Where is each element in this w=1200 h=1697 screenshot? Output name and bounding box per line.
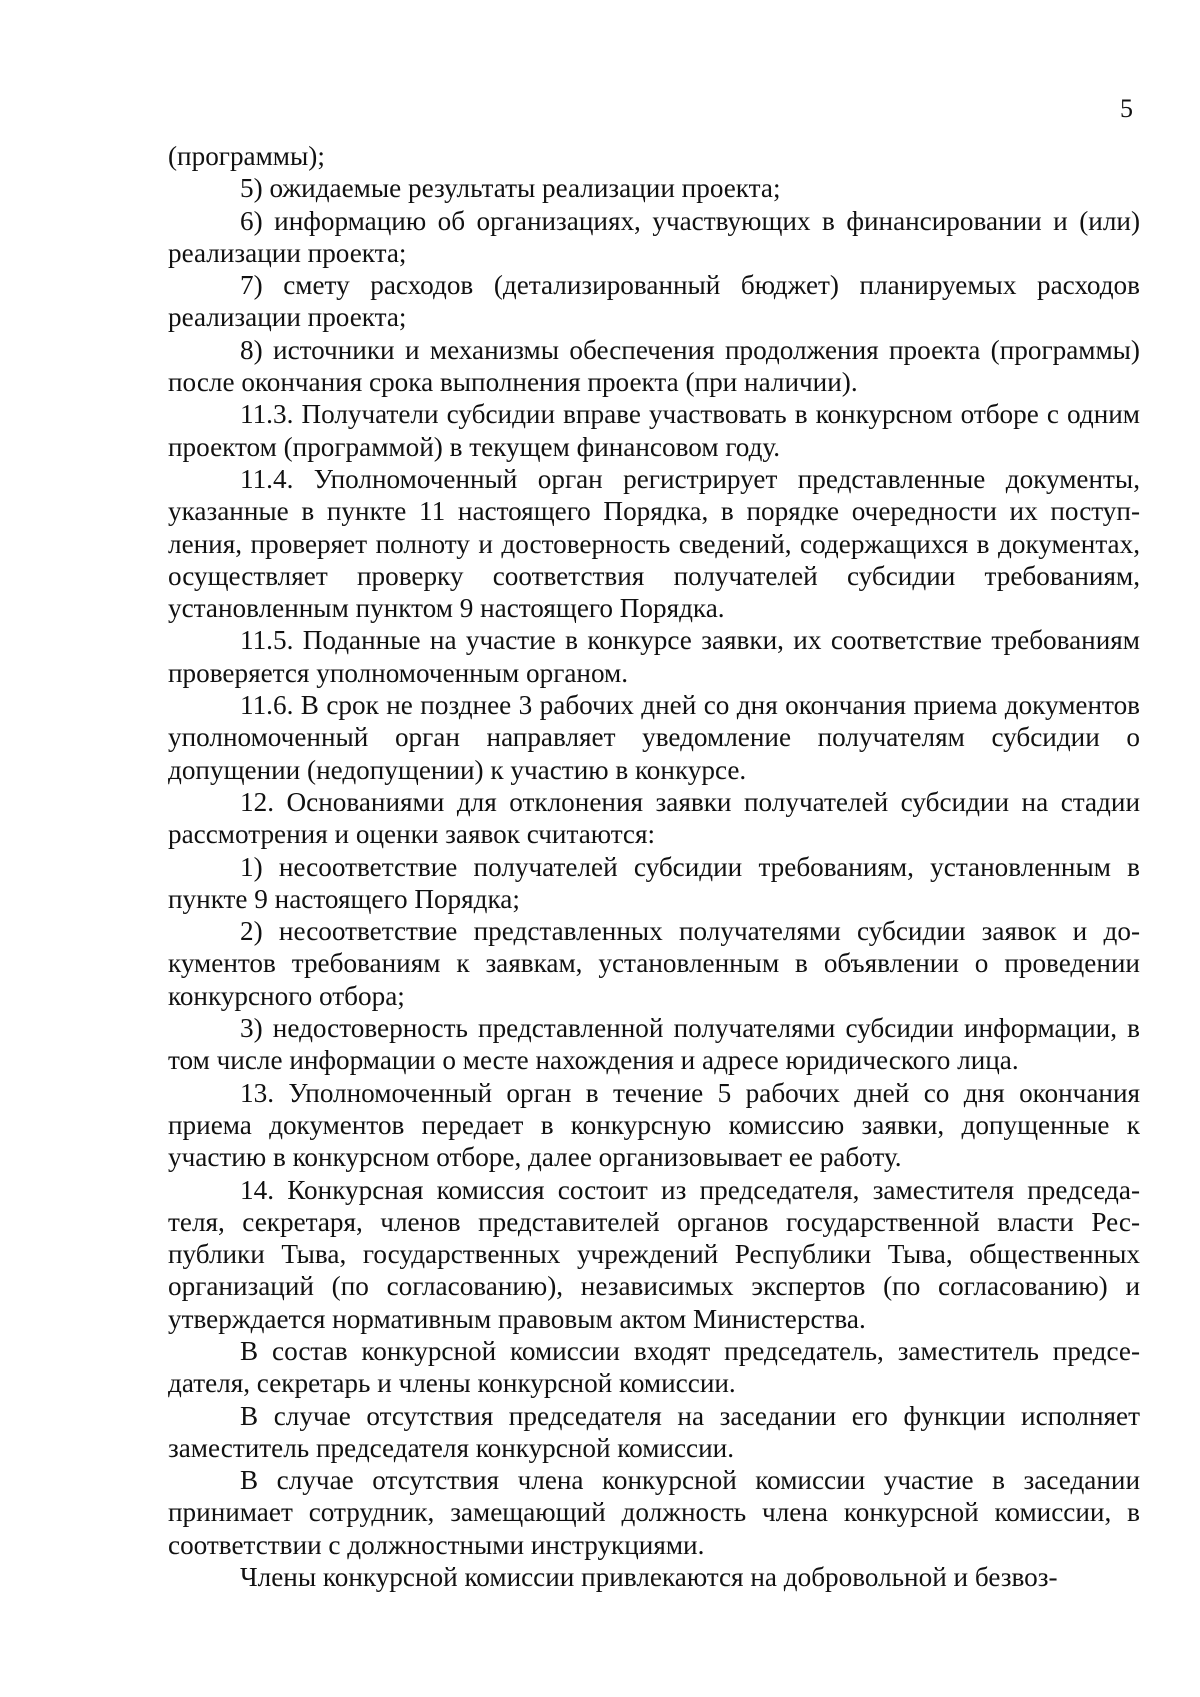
paragraph-member-absence: В случае отсутствия члена конкурсной комиссии участие в заседании принимает сотрудник, замещающий должность члена конкурсной комиссии, в соответствии с должностными инструкциями. <box>168 1465 1140 1560</box>
paragraph-13: 13. Уполномоченный орган в течение 5 рабочих дней со дня окончания приема документов передает в конкурсную комиссию заявки, допущенные к участию в конкурсном отборе, далее организовывает ее работу. <box>168 1077 1140 1173</box>
paragraph-programs-continuation: (программы); <box>168 141 325 171</box>
paragraph-11-5: 11.5. Поданные на участие в конкурсе заявки, их соответствие требованиям проверяется уполномоченным органом. <box>168 625 1140 688</box>
paragraph-11-3: 11.3. Получатели субсидии вправе участвовать в конкурсном отборе с одним проектом (программой) в текущем финансовом году. <box>168 399 1140 462</box>
paragraph-14: 14. Конкурсная комиссия состоит из председателя, заместителя председателя, секретаря, членов представителей органов государственной власти Республики Тыва, государственных учреждений Республики Тыва, общественных организаций (по согласованию), независимых экспертов (по согласованию) и утверждается нормативным правовым актом Министерства. <box>168 1174 1140 1334</box>
paragraph-item-5: 5) ожидаемые результаты реализации проекта; <box>240 173 781 204</box>
paragraph-chair-absence: В случае отсутствия председателя на заседании его функции исполняет заместитель председателя конкурсной комиссии. <box>168 1400 1140 1463</box>
paragraph-11-6: 11.6. В срок не позднее 3 рабочих дней со дня окончания приема документов уполномоченный орган направляет уведомление получателям субсидии о допущении (недопущении) к участию в конкурсе. <box>168 690 1140 785</box>
paragraph-11-4: 11.4. Уполномоченный орган регистрирует представленные документы, указанные в пункте 11 настоящего Порядка, в порядке очередности их поступления, проверяет полноту и достоверность сведений, содержащихся в документах, осуществляет проверку соответствия получателей субсидии требованиям, установленным пунктом 9 настоящего Порядка. <box>168 463 1140 624</box>
paragraph-members-voluntary: Члены конкурсной комиссии привлекаются на добровольной и безвоз- <box>240 1562 1058 1593</box>
paragraph-12: 12. Основаниями для отклонения заявки получателей субсидии на стадии рассмотрения и оценки заявок считаются: <box>168 786 1140 850</box>
paragraph-item-8: 8) источники и механизмы обеспечения продолжения проекта (программы) после окончания срока выполнения проекта (при наличии). <box>168 334 1140 398</box>
paragraph-item-6: 6) информацию об организациях, участвующих в финансировании и (или) реализации проекта; <box>168 205 1140 268</box>
paragraph-12-item-2: 2) несоответствие представленных получателями субсидии заявок и документов требованиям к заявкам, установленным в объявлении о проведении конкурсного отбора; <box>168 916 1140 1011</box>
paragraph-12-item-3: 3) недостоверность представленной получателями субсидии информации, в том числе информации о месте нахождения и адресе юридического лица. <box>168 1013 1140 1076</box>
page-number: 5 <box>1120 94 1133 123</box>
document-body <box>168 140 1140 1593</box>
paragraph-12-item-1: 1) несоответствие получателей субсидии требованиям, установленным в пункте 9 настоящего Порядка; <box>168 851 1140 914</box>
paragraph-item-7: 7) смету расходов (детализированный бюджет) планируемых расходов реализации проекта; <box>168 270 1140 333</box>
paragraph-commission-composition: В состав конкурсной комиссии входят председатель, заместитель председателя, секретарь и члены конкурсной комиссии. <box>168 1335 1140 1399</box>
